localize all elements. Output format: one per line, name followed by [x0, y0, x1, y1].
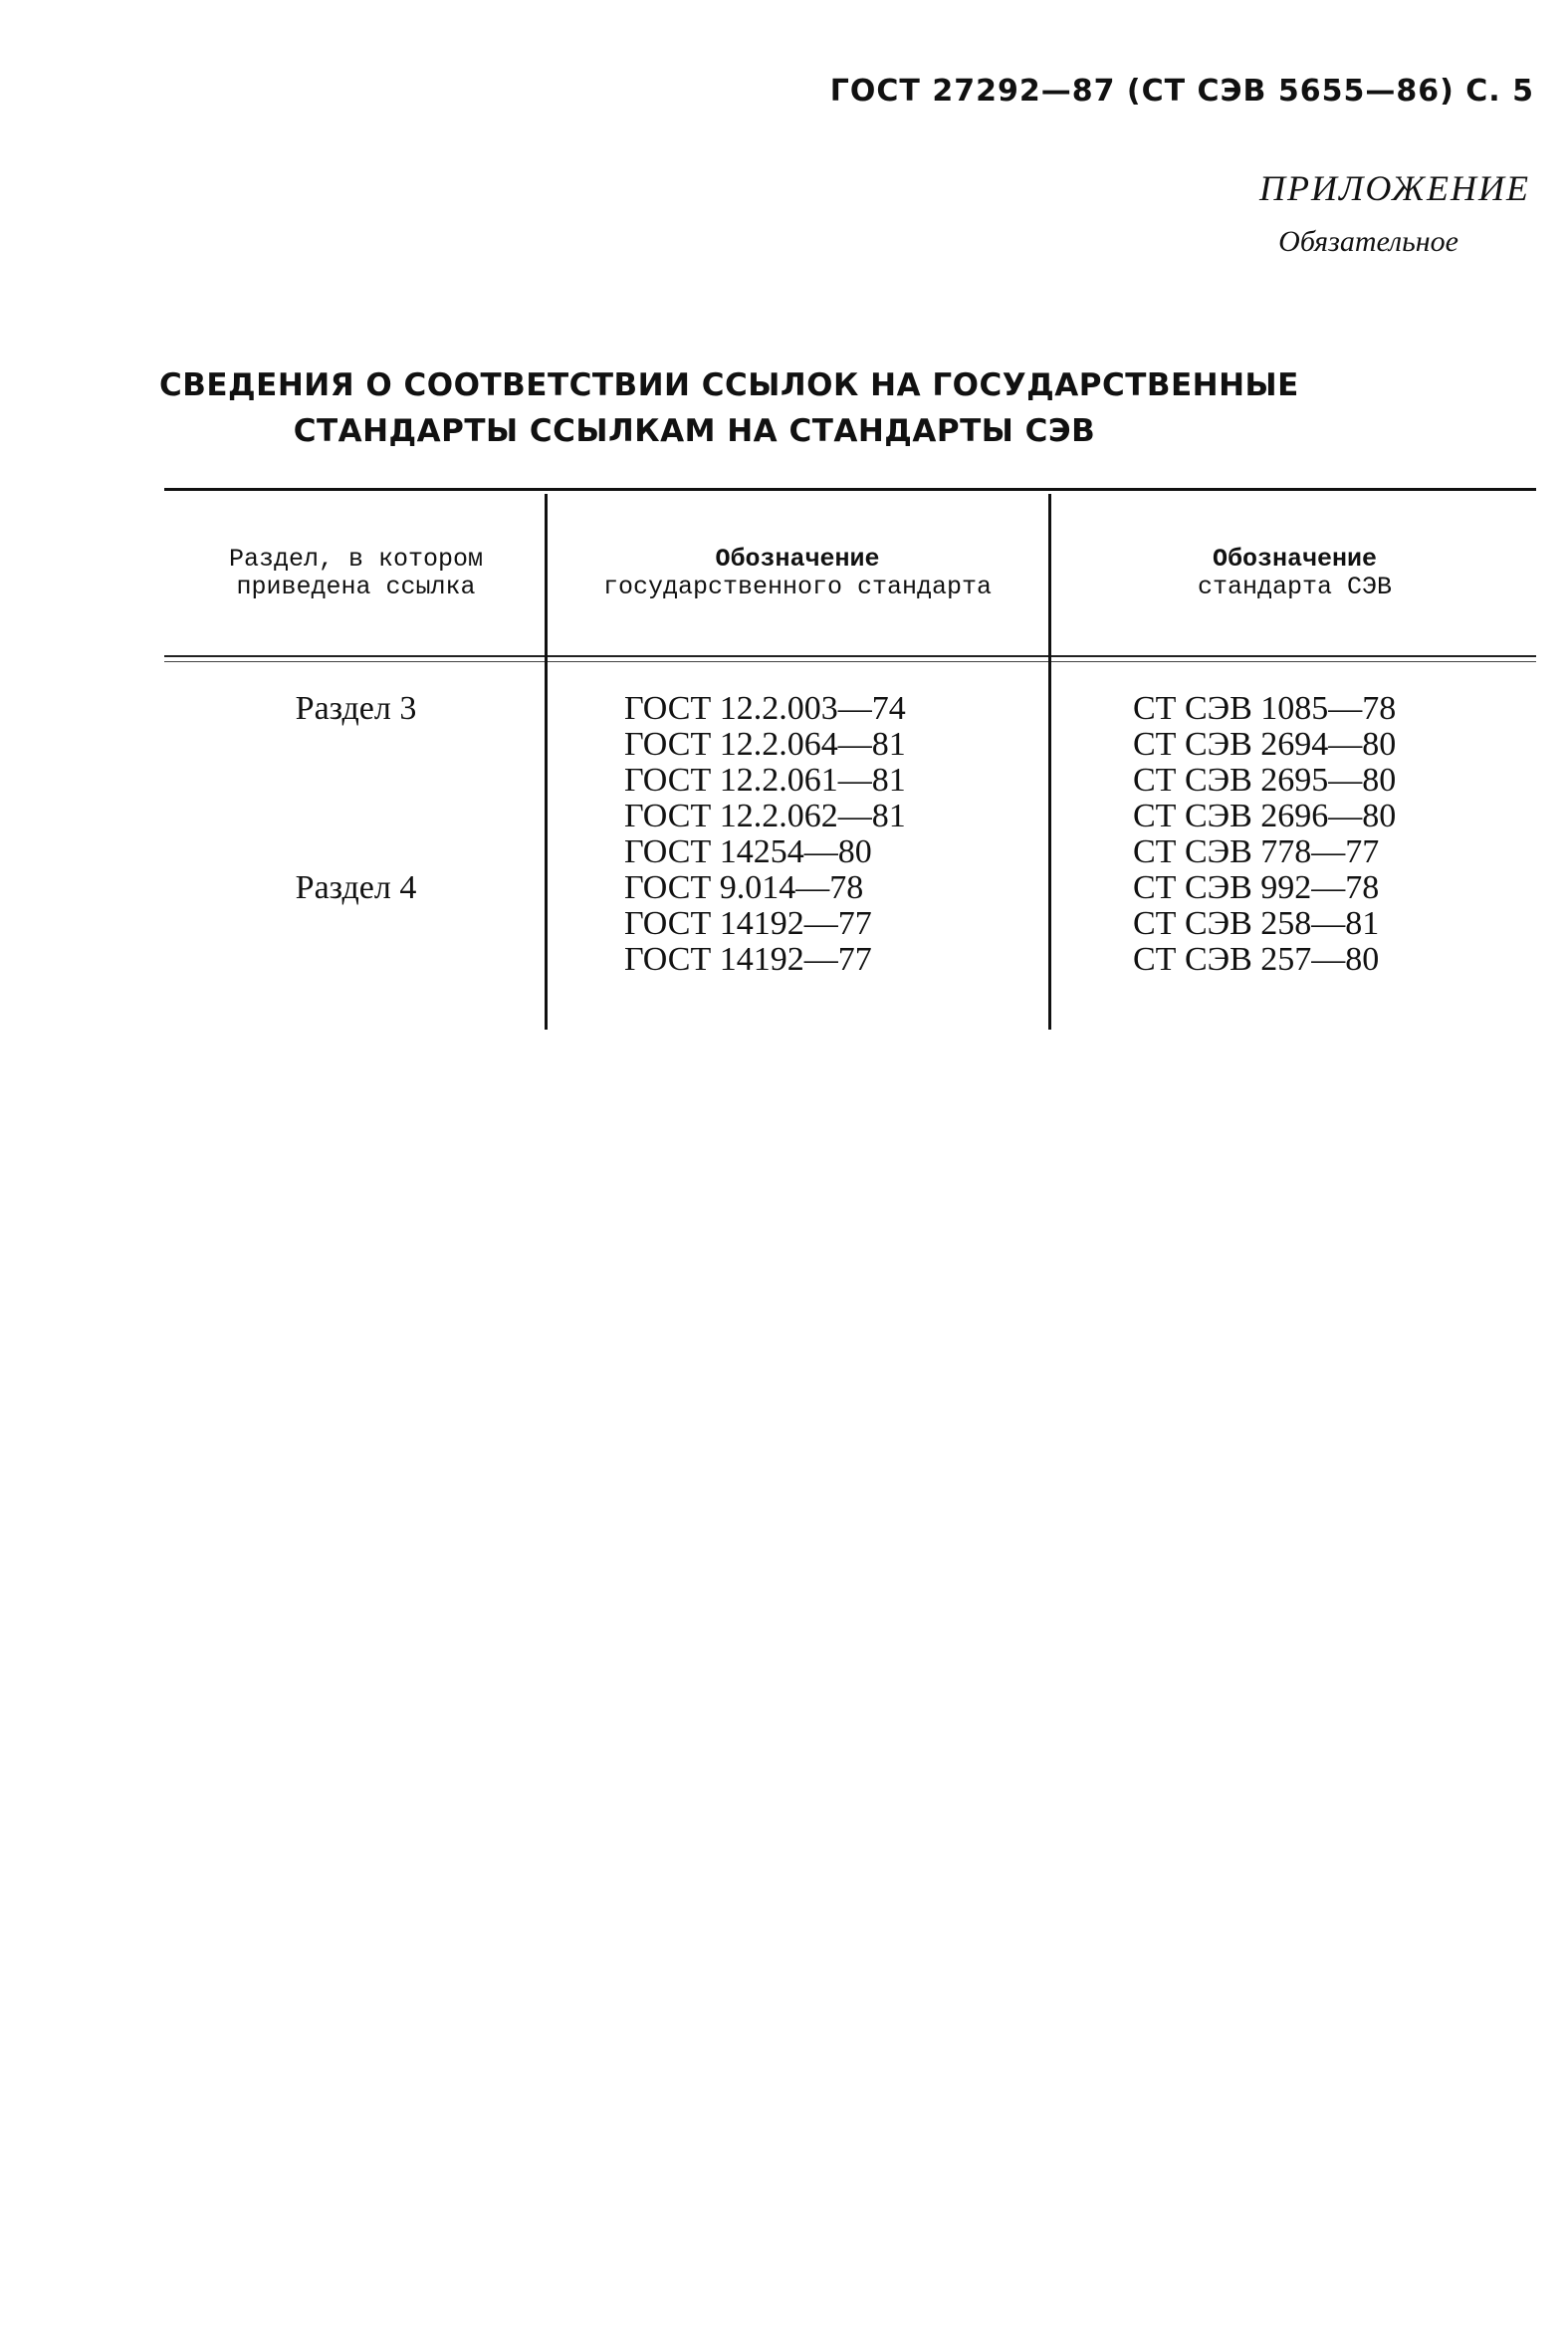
table-cell-gost: ГОСТ 14192—77 [624, 905, 872, 942]
table-cell-st-sev: СТ СЭВ 1085—78 [1133, 690, 1397, 727]
table-cell-gost: ГОСТ 12.2.064—81 [624, 726, 906, 763]
table-cell-section [169, 763, 543, 799]
column-header-section [169, 546, 543, 601]
section-column [169, 691, 543, 978]
gost-column [624, 691, 906, 978]
table-cell-section [169, 834, 543, 870]
table-cell-section [169, 906, 543, 942]
title-line-1: СВЕДЕНИЯ О СООТВЕТСТВИИ ССЫЛОК НА ГОСУДАРСТВЕННЫЕ [159, 367, 1299, 403]
document-title [159, 362, 1299, 454]
table-cell-st-sev: СТ СЭВ 992—78 [1133, 869, 1380, 906]
column-header-gost [550, 546, 1045, 601]
column-header-st-sev [1053, 546, 1536, 601]
column-header-line: Раздел, в котором [228, 545, 484, 574]
table-cell-st-sev: СТ СЭВ 257—80 [1133, 941, 1380, 978]
table-top-rule [164, 488, 1536, 491]
table-header-rule-double [164, 661, 1536, 662]
table-cell-gost: ГОСТ 12.2.062—81 [624, 798, 906, 834]
table-cell-st-sev: СТ СЭВ 258—81 [1133, 905, 1380, 942]
table-cell-st-sev: СТ СЭВ 2695—80 [1133, 762, 1397, 799]
column-header-line: Обозначение [715, 545, 880, 574]
column-header-line: государственного стандарта [602, 573, 993, 601]
table-cell-st-sev: СТ СЭВ 778—77 [1133, 833, 1380, 870]
table-cell-section [169, 799, 543, 834]
table-cell-section: Раздел 4 [295, 869, 417, 906]
table-cell-section [169, 942, 543, 978]
table-cell-gost: ГОСТ 14254—80 [624, 833, 872, 870]
table-cell-section [169, 727, 543, 763]
title-line-2: СТАНДАРТЫ ССЫЛКАМ НА СТАНДАРТЫ СЭВ [293, 413, 1096, 449]
page-header: ГОСТ 27292—87 (СТ СЭВ 5655—86) С. 5 [829, 74, 1534, 109]
appendix-type: Обязательное [1278, 225, 1458, 258]
table-cell-gost: ГОСТ 9.014—78 [624, 869, 864, 906]
column-header-line: стандарта СЭВ [1197, 573, 1393, 601]
column-header-line: приведена ссылка [236, 573, 476, 601]
table-column-divider [1048, 494, 1051, 1030]
appendix-label: ПРИЛОЖЕНИЕ [1259, 168, 1530, 208]
st-sev-column [1133, 691, 1396, 978]
table-cell-gost: ГОСТ 12.2.003—74 [624, 690, 906, 727]
table-header-rule [164, 655, 1536, 657]
table-cell-gost: ГОСТ 14192—77 [624, 941, 872, 978]
table-cell-st-sev: СТ СЭВ 2696—80 [1133, 798, 1397, 834]
column-header-line: Обозначение [1212, 545, 1378, 574]
table-cell-section: Раздел 3 [295, 690, 417, 727]
table-cell-gost: ГОСТ 12.2.061—81 [624, 762, 906, 799]
table-column-divider [545, 494, 548, 1030]
table-cell-st-sev: СТ СЭВ 2694—80 [1133, 726, 1397, 763]
